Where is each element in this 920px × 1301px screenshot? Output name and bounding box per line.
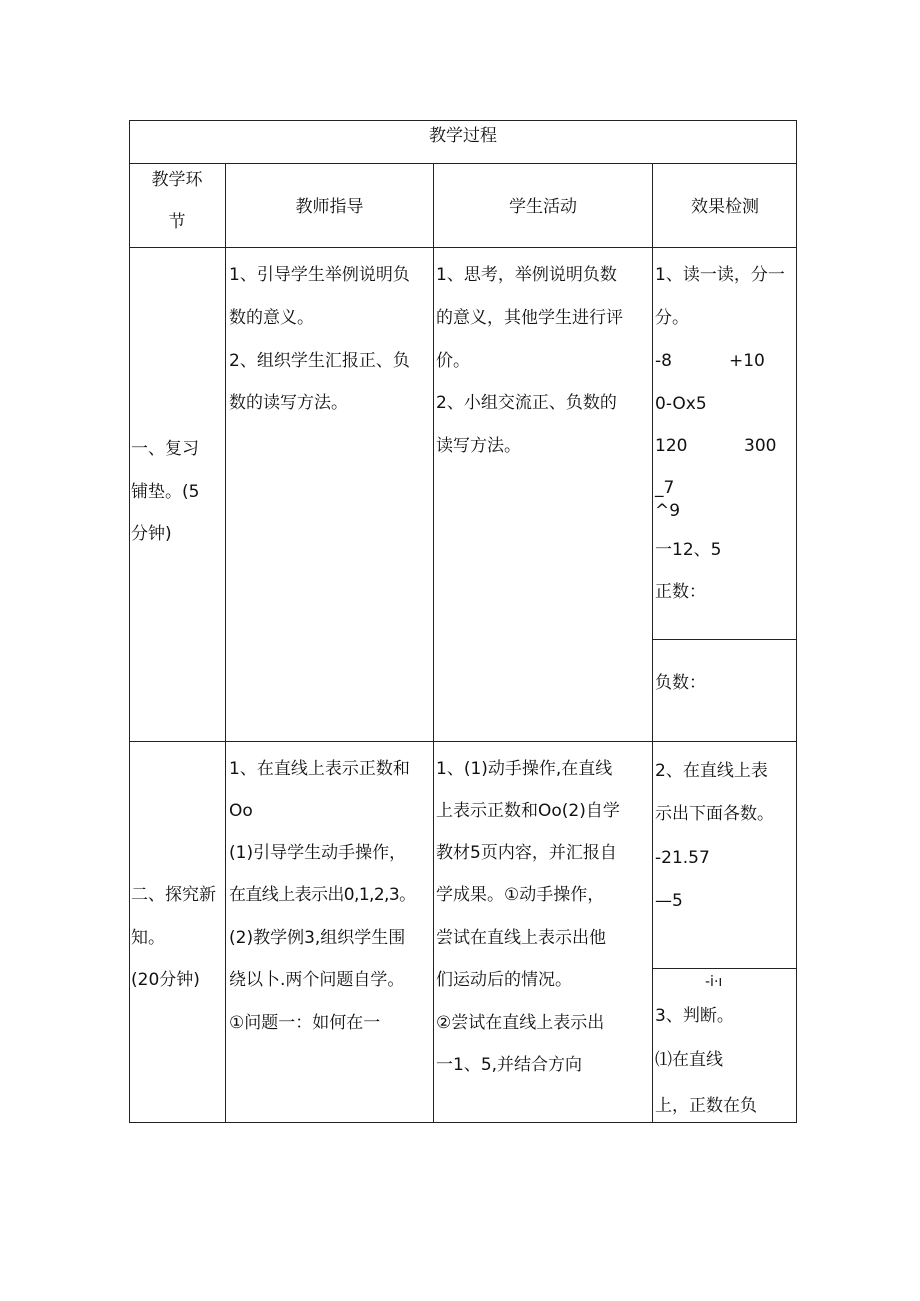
row2-teacher-line: 绕以卜.两个问题自学。 [229,970,405,990]
row1-check-number: 120 [655,436,688,456]
row2-check-number: —5 [655,891,683,911]
row1-check-number: 0-Ox5 [655,394,707,414]
row2-teacher-line: 在直线上表示出0,1,2,3。 [229,885,416,905]
row1-check-number: _7 [655,478,675,498]
row1-student-line: 2、小组交流正、负数的 [436,393,617,413]
row2-check-line: ⑴在直线 [655,1050,723,1070]
row1-teacher-line: 数的意义。 [229,308,314,328]
header-effect-check: 效果检测 [691,197,759,217]
table-rule-title-bottom [129,163,797,164]
row2-teacher-line: (2)教学例3,组织学生围 [229,928,406,948]
row2-stage-line: 知。 [131,928,165,948]
table-rule-row1-bottom [129,741,797,742]
row1-teacher-line: 2、组织学生汇报正、负 [229,351,410,371]
row1-check-number: +10 [729,351,765,371]
row2-student-line: 1、(1)动手操作,在直线 [436,759,613,779]
row2-check-line: 上，正数在负 [655,1096,757,1116]
row2-student-line: 学成果。①动手操作， [436,885,605,905]
header-teacher-guidance: 教师指导 [295,197,364,217]
row2-check-mark: -i·ı [705,974,723,990]
row2-check-line: 3、判断。 [655,1006,734,1026]
row2-teacher-line: ①问题一：如何在一 [229,1013,381,1033]
row1-teacher-line: 1、引导学生举例说明负 [229,265,410,285]
check-cell-divider-2 [652,968,797,969]
table-title: 教学过程 [429,126,497,146]
row1-student-line: 价。 [436,351,470,371]
row1-student-line: 读写方法。 [436,436,521,456]
row2-check-number: -21.57 [655,848,710,868]
table-rule-header-bottom [129,247,797,248]
row2-student-line: 一1、5,并结合方向 [436,1055,583,1075]
row2-student-line: ②尝试在直线上表示出 [436,1013,605,1033]
row1-check-negative-label: 负数： [655,673,706,693]
row2-stage-line: 二、探究新 [131,885,216,905]
row2-student-line: 们运动后的情况。 [436,970,572,990]
check-cell-divider-1 [652,639,797,640]
row2-teacher-line: 1、在直线上表示正数和 [229,759,410,779]
row1-stage-line: 分钟) [131,524,172,544]
row1-check-number: ^9 [655,501,681,521]
row2-teacher-line: Oo [229,801,253,821]
row2-student-line: 教材5页内容，并汇报自 [436,843,617,863]
row2-check-line: 2、在直线上表 [655,761,768,781]
row1-check-line: 分。 [655,308,689,328]
table-rule-col2 [433,163,434,1123]
row1-stage-line: 铺垫。(5 [131,482,200,502]
row1-check-positive-label: 正数： [655,582,706,602]
row2-stage-line: (20分钟) [131,970,200,990]
table-rule-col1 [225,163,226,1123]
row1-stage-line: 一、复习 [131,439,199,459]
row1-student-line: 1、思考，举例说明负数 [436,265,617,285]
header-student-activity: 学生活动 [509,197,577,217]
table-rule-col3 [652,163,653,1123]
row2-student-line: 上表示正数和Oo(2)自学 [436,801,620,821]
row1-check-number: 一12、5 [655,540,722,560]
header-stage-line1: 教学环 [151,170,203,190]
row1-check-line: 1、读一读，分一 [655,265,785,285]
row1-student-line: 的意义，其他学生进行评 [436,308,623,328]
row2-teacher-line: (1)引导学生动手操作， [229,843,407,863]
row1-teacher-line: 数的读写方法。 [229,393,348,413]
row2-student-line: 尝试在直线上表示出他 [436,928,606,948]
header-stage-line2: 节 [168,212,186,232]
row1-check-number: 300 [744,436,777,456]
row1-check-number: -8 [655,351,672,371]
row2-check-line: 示出下面各数。 [655,804,774,824]
